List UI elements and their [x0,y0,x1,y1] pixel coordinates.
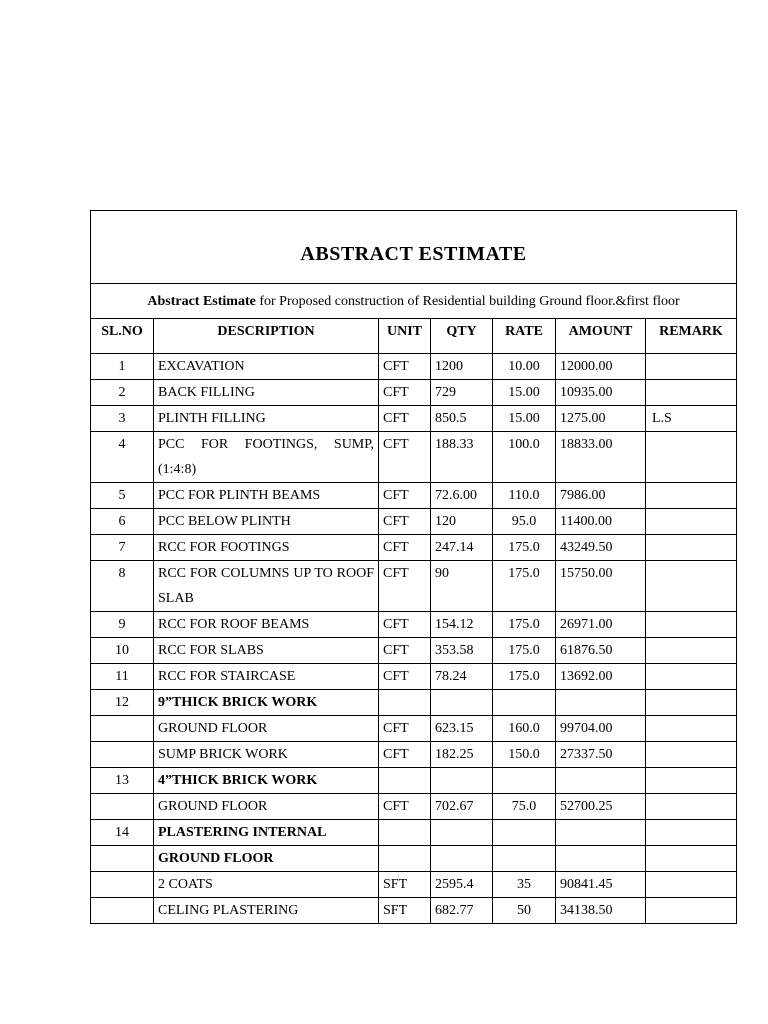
cell-rate: 175.0 [493,535,556,561]
header-amount: AMOUNT [556,319,646,354]
cell-amount: 7986.00 [556,483,646,509]
cell-unit: CFT [379,509,431,535]
cell-remark [646,509,737,535]
document-title: ABSTRACT ESTIMATE [91,211,737,284]
cell-remark [646,794,737,820]
cell-slno [91,742,154,768]
cell-unit: CFT [379,354,431,380]
cell-remark [646,380,737,406]
cell-slno: 9 [91,612,154,638]
cell-rate: 50 [493,898,556,924]
cell-remark [646,690,737,716]
cell-remark [646,768,737,794]
table-row [91,483,737,509]
cell-unit: CFT [379,664,431,690]
cell-unit: CFT [379,612,431,638]
cell-unit: CFT [379,535,431,561]
cell-rate: 95.0 [493,509,556,535]
cell-slno [91,898,154,924]
cell-rate [493,846,556,872]
cell-remark [646,716,737,742]
cell-unit: CFT [379,742,431,768]
cell-description: 2 COATS [154,872,379,898]
cell-description: RCC FOR STAIRCASE [154,664,379,690]
cell-amount: 18833.00 [556,432,646,483]
cell-slno: 7 [91,535,154,561]
cell-unit: SFT [379,872,431,898]
title-row [91,211,737,284]
cell-remark [646,846,737,872]
header-qty: QTY [431,319,493,354]
table-row [91,716,737,742]
cell-slno: 14 [91,820,154,846]
cell-qty [431,690,493,716]
subtitle-text: for Proposed construction of Residential building Ground floor.&first floor [255,293,680,309]
cell-remark [646,432,737,483]
cell-slno: 8 [91,561,154,612]
cell-amount: 13692.00 [556,664,646,690]
cell-amount: 10935.00 [556,380,646,406]
cell-slno: 5 [91,483,154,509]
cell-rate [493,768,556,794]
cell-qty: 78.24 [431,664,493,690]
table-row [91,664,737,690]
cell-remark [646,664,737,690]
cell-qty: 682.77 [431,898,493,924]
cell-amount: 15750.00 [556,561,646,612]
cell-amount: 99704.00 [556,716,646,742]
table-row [91,872,737,898]
cell-qty: 623.15 [431,716,493,742]
cell-amount: 90841.45 [556,872,646,898]
cell-rate [493,690,556,716]
cell-qty: 182.25 [431,742,493,768]
cell-amount: 43249.50 [556,535,646,561]
cell-slno: 12 [91,690,154,716]
cell-description: PLINTH FILLING [154,406,379,432]
cell-description: RCC FOR COLUMNS UP TO ROOF SLAB [154,561,379,612]
cell-qty: 729 [431,380,493,406]
cell-unit: CFT [379,716,431,742]
cell-amount: 61876.50 [556,638,646,664]
cell-unit: CFT [379,406,431,432]
cell-rate: 150.0 [493,742,556,768]
cell-qty: 702.67 [431,794,493,820]
cell-remark [646,742,737,768]
cell-qty: 90 [431,561,493,612]
header-slno: SL.NO [91,319,154,354]
cell-remark [646,535,737,561]
table-row [91,846,737,872]
cell-remark [646,612,737,638]
cell-amount: 34138.50 [556,898,646,924]
cell-qty: 353.58 [431,638,493,664]
cell-rate: 110.0 [493,483,556,509]
cell-qty: 120 [431,509,493,535]
cell-qty: 2595.4 [431,872,493,898]
cell-slno: 3 [91,406,154,432]
cell-description: PLASTERING INTERNAL [154,820,379,846]
cell-slno: 4 [91,432,154,483]
cell-rate: 75.0 [493,794,556,820]
cell-remark [646,561,737,612]
cell-qty: 72.6.00 [431,483,493,509]
cell-amount: 1275.00 [556,406,646,432]
cell-rate: 175.0 [493,612,556,638]
table-row [91,742,737,768]
cell-slno: 6 [91,509,154,535]
cell-qty: 850.5 [431,406,493,432]
cell-remark [646,898,737,924]
cell-slno [91,794,154,820]
cell-description: RCC FOR FOOTINGS [154,535,379,561]
cell-slno [91,872,154,898]
cell-amount [556,768,646,794]
cell-qty: 247.14 [431,535,493,561]
cell-slno: 2 [91,380,154,406]
cell-qty [431,820,493,846]
table-row [91,561,737,612]
cell-slno: 1 [91,354,154,380]
cell-unit [379,820,431,846]
header-remark: REMARK [646,319,737,354]
table-row [91,794,737,820]
cell-description: PCC FOR FOOTINGS, SUMP, (1:4:8) [154,432,379,483]
cell-remark [646,483,737,509]
cell-qty: 188.33 [431,432,493,483]
cell-unit: CFT [379,794,431,820]
cell-slno [91,846,154,872]
cell-unit: CFT [379,638,431,664]
cell-unit: CFT [379,380,431,406]
table-row [91,380,737,406]
subtitle-row [91,284,737,319]
cell-description: GROUND FLOOR [154,794,379,820]
table-row [91,820,737,846]
cell-amount [556,820,646,846]
cell-rate: 175.0 [493,561,556,612]
cell-amount: 27337.50 [556,742,646,768]
cell-description: GROUND FLOOR [154,716,379,742]
cell-slno: 10 [91,638,154,664]
document-subtitle [91,284,737,319]
cell-amount: 11400.00 [556,509,646,535]
cell-unit [379,768,431,794]
cell-description: SUMP BRICK WORK [154,742,379,768]
cell-description: PCC FOR PLINTH BEAMS [154,483,379,509]
cell-amount: 26971.00 [556,612,646,638]
estimate-table [90,210,737,924]
cell-amount: 52700.25 [556,794,646,820]
header-rate: RATE [493,319,556,354]
cell-qty: 1200 [431,354,493,380]
cell-description: GROUND FLOOR [154,846,379,872]
cell-rate [493,820,556,846]
cell-rate: 35 [493,872,556,898]
cell-rate: 10.00 [493,354,556,380]
header-row [91,319,737,354]
cell-remark: L.S [646,406,737,432]
cell-description: BACK FILLING [154,380,379,406]
subtitle-bold: Abstract Estimate [147,293,256,309]
cell-amount [556,690,646,716]
cell-description: RCC FOR ROOF BEAMS [154,612,379,638]
cell-unit: SFT [379,898,431,924]
cell-qty [431,768,493,794]
cell-amount: 12000.00 [556,354,646,380]
table-row [91,612,737,638]
cell-slno [91,716,154,742]
cell-description: EXCAVATION [154,354,379,380]
cell-unit: CFT [379,483,431,509]
table-row [91,535,737,561]
cell-description: RCC FOR SLABS [154,638,379,664]
table-row [91,354,737,380]
cell-unit [379,846,431,872]
cell-description: 4”THICK BRICK WORK [154,768,379,794]
cell-unit: CFT [379,561,431,612]
cell-remark [646,820,737,846]
cell-qty [431,846,493,872]
cell-remark [646,872,737,898]
header-unit: UNIT [379,319,431,354]
cell-unit: CFT [379,432,431,483]
cell-description: CELING PLASTERING [154,898,379,924]
table-row [91,638,737,664]
cell-amount [556,846,646,872]
cell-description: PCC BELOW PLINTH [154,509,379,535]
cell-remark [646,354,737,380]
header-description: DESCRIPTION [154,319,379,354]
table-row [91,406,737,432]
cell-rate: 100.0 [493,432,556,483]
table-row [91,768,737,794]
table-row [91,898,737,924]
cell-remark [646,638,737,664]
cell-rate: 160.0 [493,716,556,742]
table-row [91,509,737,535]
table-row [91,690,737,716]
cell-qty: 154.12 [431,612,493,638]
cell-description: 9”THICK BRICK WORK [154,690,379,716]
cell-rate: 175.0 [493,638,556,664]
cell-slno: 13 [91,768,154,794]
cell-rate: 15.00 [493,380,556,406]
cell-unit [379,690,431,716]
cell-slno: 11 [91,664,154,690]
cell-rate: 175.0 [493,664,556,690]
table-row [91,432,737,483]
cell-rate: 15.00 [493,406,556,432]
estimate-sheet [90,210,736,924]
